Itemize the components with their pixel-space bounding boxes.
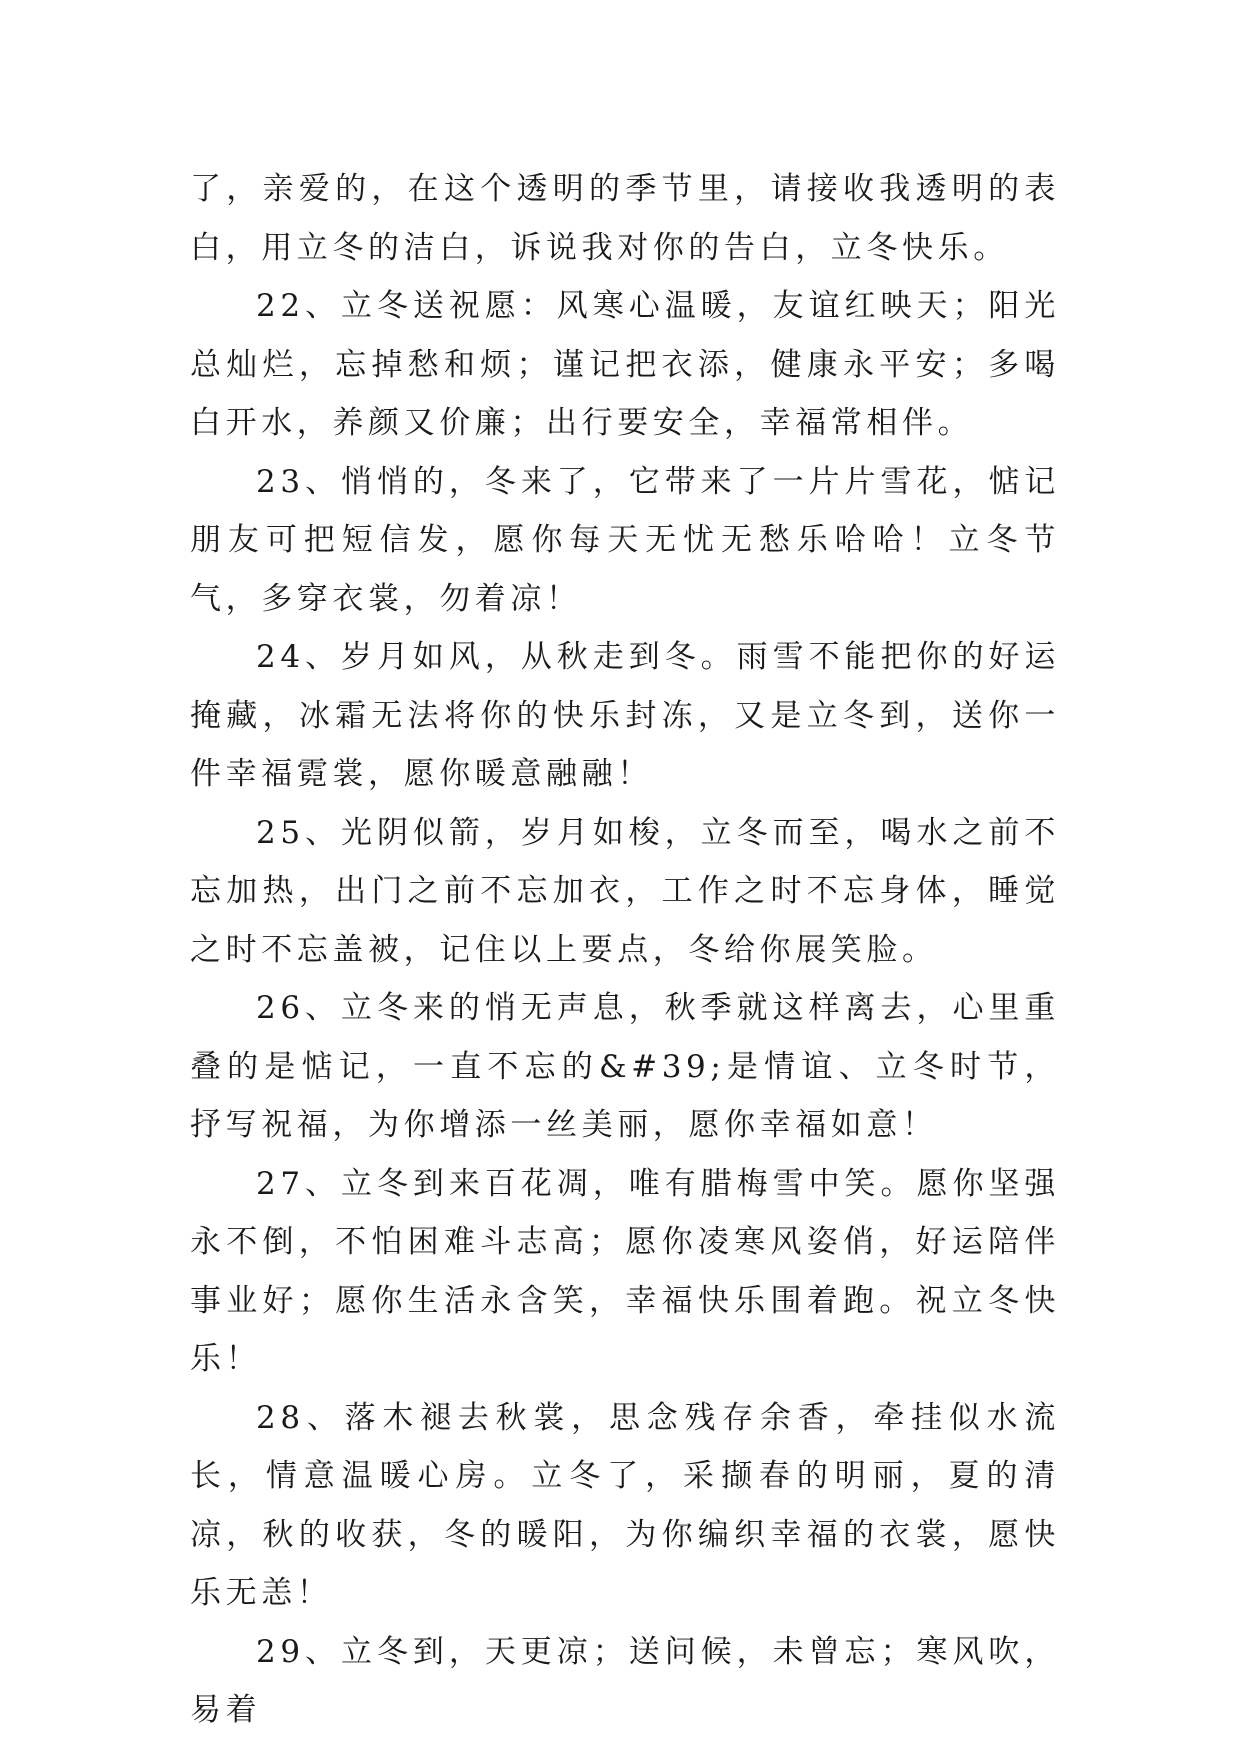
paragraph-29: 29、立冬到，天更凉；送问候，未曾忘；寒风吹，易着: [190, 1633, 1060, 1728]
paragraph-continuation: 了，亲爱的，在这个透明的季节里，请接收我透明的表白，用立冬的洁白，诉说我对你的告白，立冬快乐。: [190, 171, 1060, 266]
paragraph-26: 26、立冬来的悄无声息，秋季就这样离去，心里重叠的是惦记，一直不忘的&#39;是情谊、立冬时节，抒写祝福，为你增添一丝美丽，愿你幸福如意！: [190, 990, 1060, 1143]
paragraph-24: 24、岁月如风，从秋走到冬。雨雪不能把你的好运掩藏，冰霜无法将你的快乐封冻，又是立冬到，送你一件幸福霓裳，愿你暖意融融！: [190, 639, 1060, 792]
paragraph-27: 27、立冬到来百花凋，唯有腊梅雪中笑。愿你坚强永不倒，不怕困难斗志高；愿你凌寒风姿俏，好运陪伴事业好；愿你生活永含笑，幸福快乐围着跑。祝立冬快乐！: [190, 1165, 1060, 1377]
paragraph-23: 23、悄悄的，冬来了，它带来了一片片雪花，惦记朋友可把短信发，愿你每天无忧无愁乐哈哈！立冬节气，多穿衣裳，勿着凉！: [190, 463, 1060, 617]
paragraph-25: 25、光阴似箭，岁月如梭，立冬而至，喝水之前不忘加热，出门之前不忘加衣，工作之时不忘身体，睡觉之时不忘盖被，记住以上要点，冬给你展笑脸。: [190, 814, 1060, 968]
document-body: [190, 160, 1060, 1740]
paragraph-22: 22、立冬送祝愿：风寒心温暖，友谊红映天；阳光总灿烂，忘掉愁和烦；谨记把衣添，健康永平安；多喝白开水，养颜又价廉；出行要安全，幸福常相伴。: [190, 288, 1060, 441]
paragraph-28: 28、落木褪去秋裳，思念残存余香，牵挂似水流长，情意温暖心房。立冬了，采撷春的明丽，夏的清凉，秋的收获，冬的暖阳，为你编织幸福的衣裳，愿快乐无恙！: [190, 1399, 1060, 1611]
